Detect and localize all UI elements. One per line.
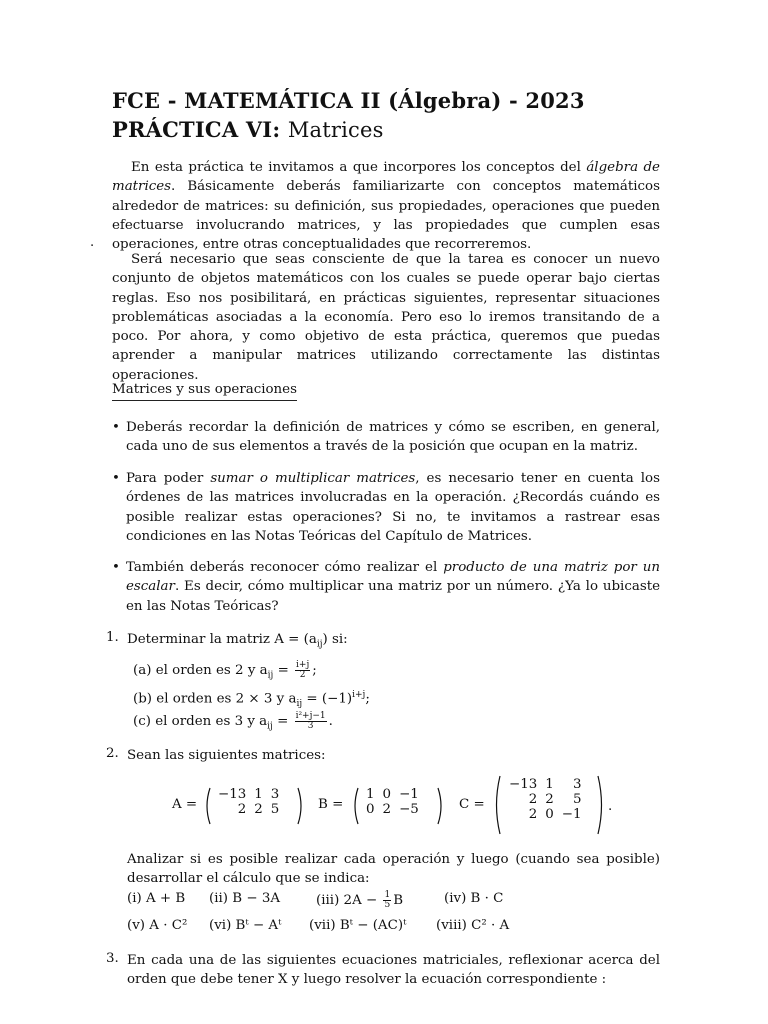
intro-paragraph-1 bbox=[112, 158, 660, 254]
op-iv: (iv) B · C bbox=[444, 891, 504, 906]
op-viii: (viii) C² · A bbox=[436, 918, 510, 933]
title-line-1: FCE - MATEMÁTICA II (Álgebra) - 2023 bbox=[112, 88, 585, 113]
exercise-1b: (b) el orden es 2 × 3 y $a_{ij} = (-1)^{i+j}$; bbox=[133, 690, 370, 710]
bullet-2-text: Para poder sumar o multiplicar matrices, es necesario tener en cuenta los órdenes de las matrices involucradas en la operación. ¿Recordás cuándo es posible realizar estas operaciones? Si no, te invitamos a rastrear esas condiciones en las Notas Teóricas del Capítulo de Matrices. bbox=[126, 471, 660, 544]
intro-paragraph-2: Será necesario que seas consciente de que la tarea es conocer un nuevo conjunto de objetos matemáticos con los cuales se puede operar bajo ciertas reglas. Eso nos posibilitará, en prácticas siguientes, representar situaciones problemáticas asociadas a la economía. Pero eso lo iremos transitando de a poco. Por ahora, y como objetivo de esta práctica, queremos que puedas aprender a manipular matrices utilizando correctamente las distintas operaciones. bbox=[112, 252, 660, 383]
matrix-c-label: C = bbox=[459, 797, 485, 812]
exercise-3-number: 3. bbox=[106, 951, 119, 966]
intro-p1-text-end: . Básicamente deberás familiarizarte con conceptos matemáticos alrededor de matrices: su definición, sus propiedades, operaciones que pueden efectuarse involucrando matrices, y las propiedades que cumplen esas operaciones, entre otras conceptualidades que recorreremos. bbox=[112, 179, 660, 253]
exercise-2-instructions: Analizar si es posible realizar cada operación y luego (cuando sea posible) desarrollar el cálculo que se indica: bbox=[127, 852, 660, 887]
stray-dot: . bbox=[90, 235, 95, 250]
intro-p1-emphasis: álgebra de matrices bbox=[112, 160, 660, 195]
exercise-3-text: En cada una de las siguientes ecuaciones matriciales, reflexionar acerca del orden que debe tener X y luego resolver la ecuación correspondiente : bbox=[127, 953, 660, 988]
bullet-marker: • bbox=[112, 471, 120, 486]
bullet-1-text: Deberás recordar la definición de matrices y cómo se escriben, en general, cada uno de sus elementos a través de la posición que ocupan en la matriz. bbox=[126, 420, 660, 455]
intro-p1-text: En esta práctica te invitamos a que incorpores los conceptos del bbox=[131, 160, 587, 175]
fraction: $\frac{\text{i²+j−1}}{3}$ bbox=[295, 711, 326, 731]
bullet-2 bbox=[112, 469, 660, 546]
title-topic: Matrices bbox=[287, 118, 384, 142]
bullet-3 bbox=[112, 558, 660, 616]
section-title: Matrices y sus operaciones bbox=[112, 382, 297, 401]
bullet-1 bbox=[112, 418, 660, 457]
fraction: $\frac{1}{5}$ bbox=[384, 890, 391, 910]
exercise-1-number: 1. bbox=[106, 630, 119, 645]
matrix-period: . bbox=[608, 799, 613, 814]
bullet-marker: • bbox=[112, 560, 120, 575]
matrix-a-table: −13 1 3 2 2 5 bbox=[218, 787, 280, 817]
title-line-2 bbox=[112, 117, 384, 142]
bullet-marker: • bbox=[112, 420, 120, 435]
op-v: (v) A · C² bbox=[127, 918, 188, 933]
exercise-2-stem: Sean las siguientes matrices: bbox=[127, 748, 326, 763]
exercise-1c: (c) el orden es 3 y $a_{ij}$ = $\frac{\text{i²+j−1}}{3}$ . bbox=[133, 711, 333, 732]
matrix-a-label: A = bbox=[172, 797, 198, 812]
bullet-3-text: También deberás reconocer cómo realizar el producto de una matriz por un escalar. Es decir, cómo multiplicar una matriz por un número. ¿Ya lo ubicaste en las Notas Teóricas? bbox=[126, 560, 660, 614]
exercise-1a: (a) el orden es 2 y $a_{ij}$ = $\frac{i+j}{2}$ ; bbox=[133, 660, 317, 681]
exercise-2-number: 2. bbox=[106, 746, 119, 761]
matrix-b-label: B = bbox=[318, 797, 344, 812]
op-ii: (ii) B − 3A bbox=[209, 891, 281, 906]
fraction: $\frac{i+j}{2}$ bbox=[296, 660, 310, 680]
title-practice: PRÁCTICA VI: bbox=[112, 117, 281, 142]
exercise-1-stem: Determinar la matriz $A = (a_{ij})$ si: bbox=[127, 632, 348, 650]
op-iii: (iii) 2A − $\frac{1}{5}$ B bbox=[316, 890, 404, 910]
op-vii: (vii) Bᵗ − (AC)ᵗ bbox=[309, 918, 407, 933]
op-vi: (vi) Bᵗ − Aᵗ bbox=[209, 918, 282, 933]
matrix-b-table: 1 0 −1 0 2 −5 bbox=[366, 787, 419, 817]
matrix-c-table: −13 1 3 2 2 5 2 0 −1 bbox=[509, 777, 582, 822]
op-i: (i) A + B bbox=[127, 891, 186, 906]
